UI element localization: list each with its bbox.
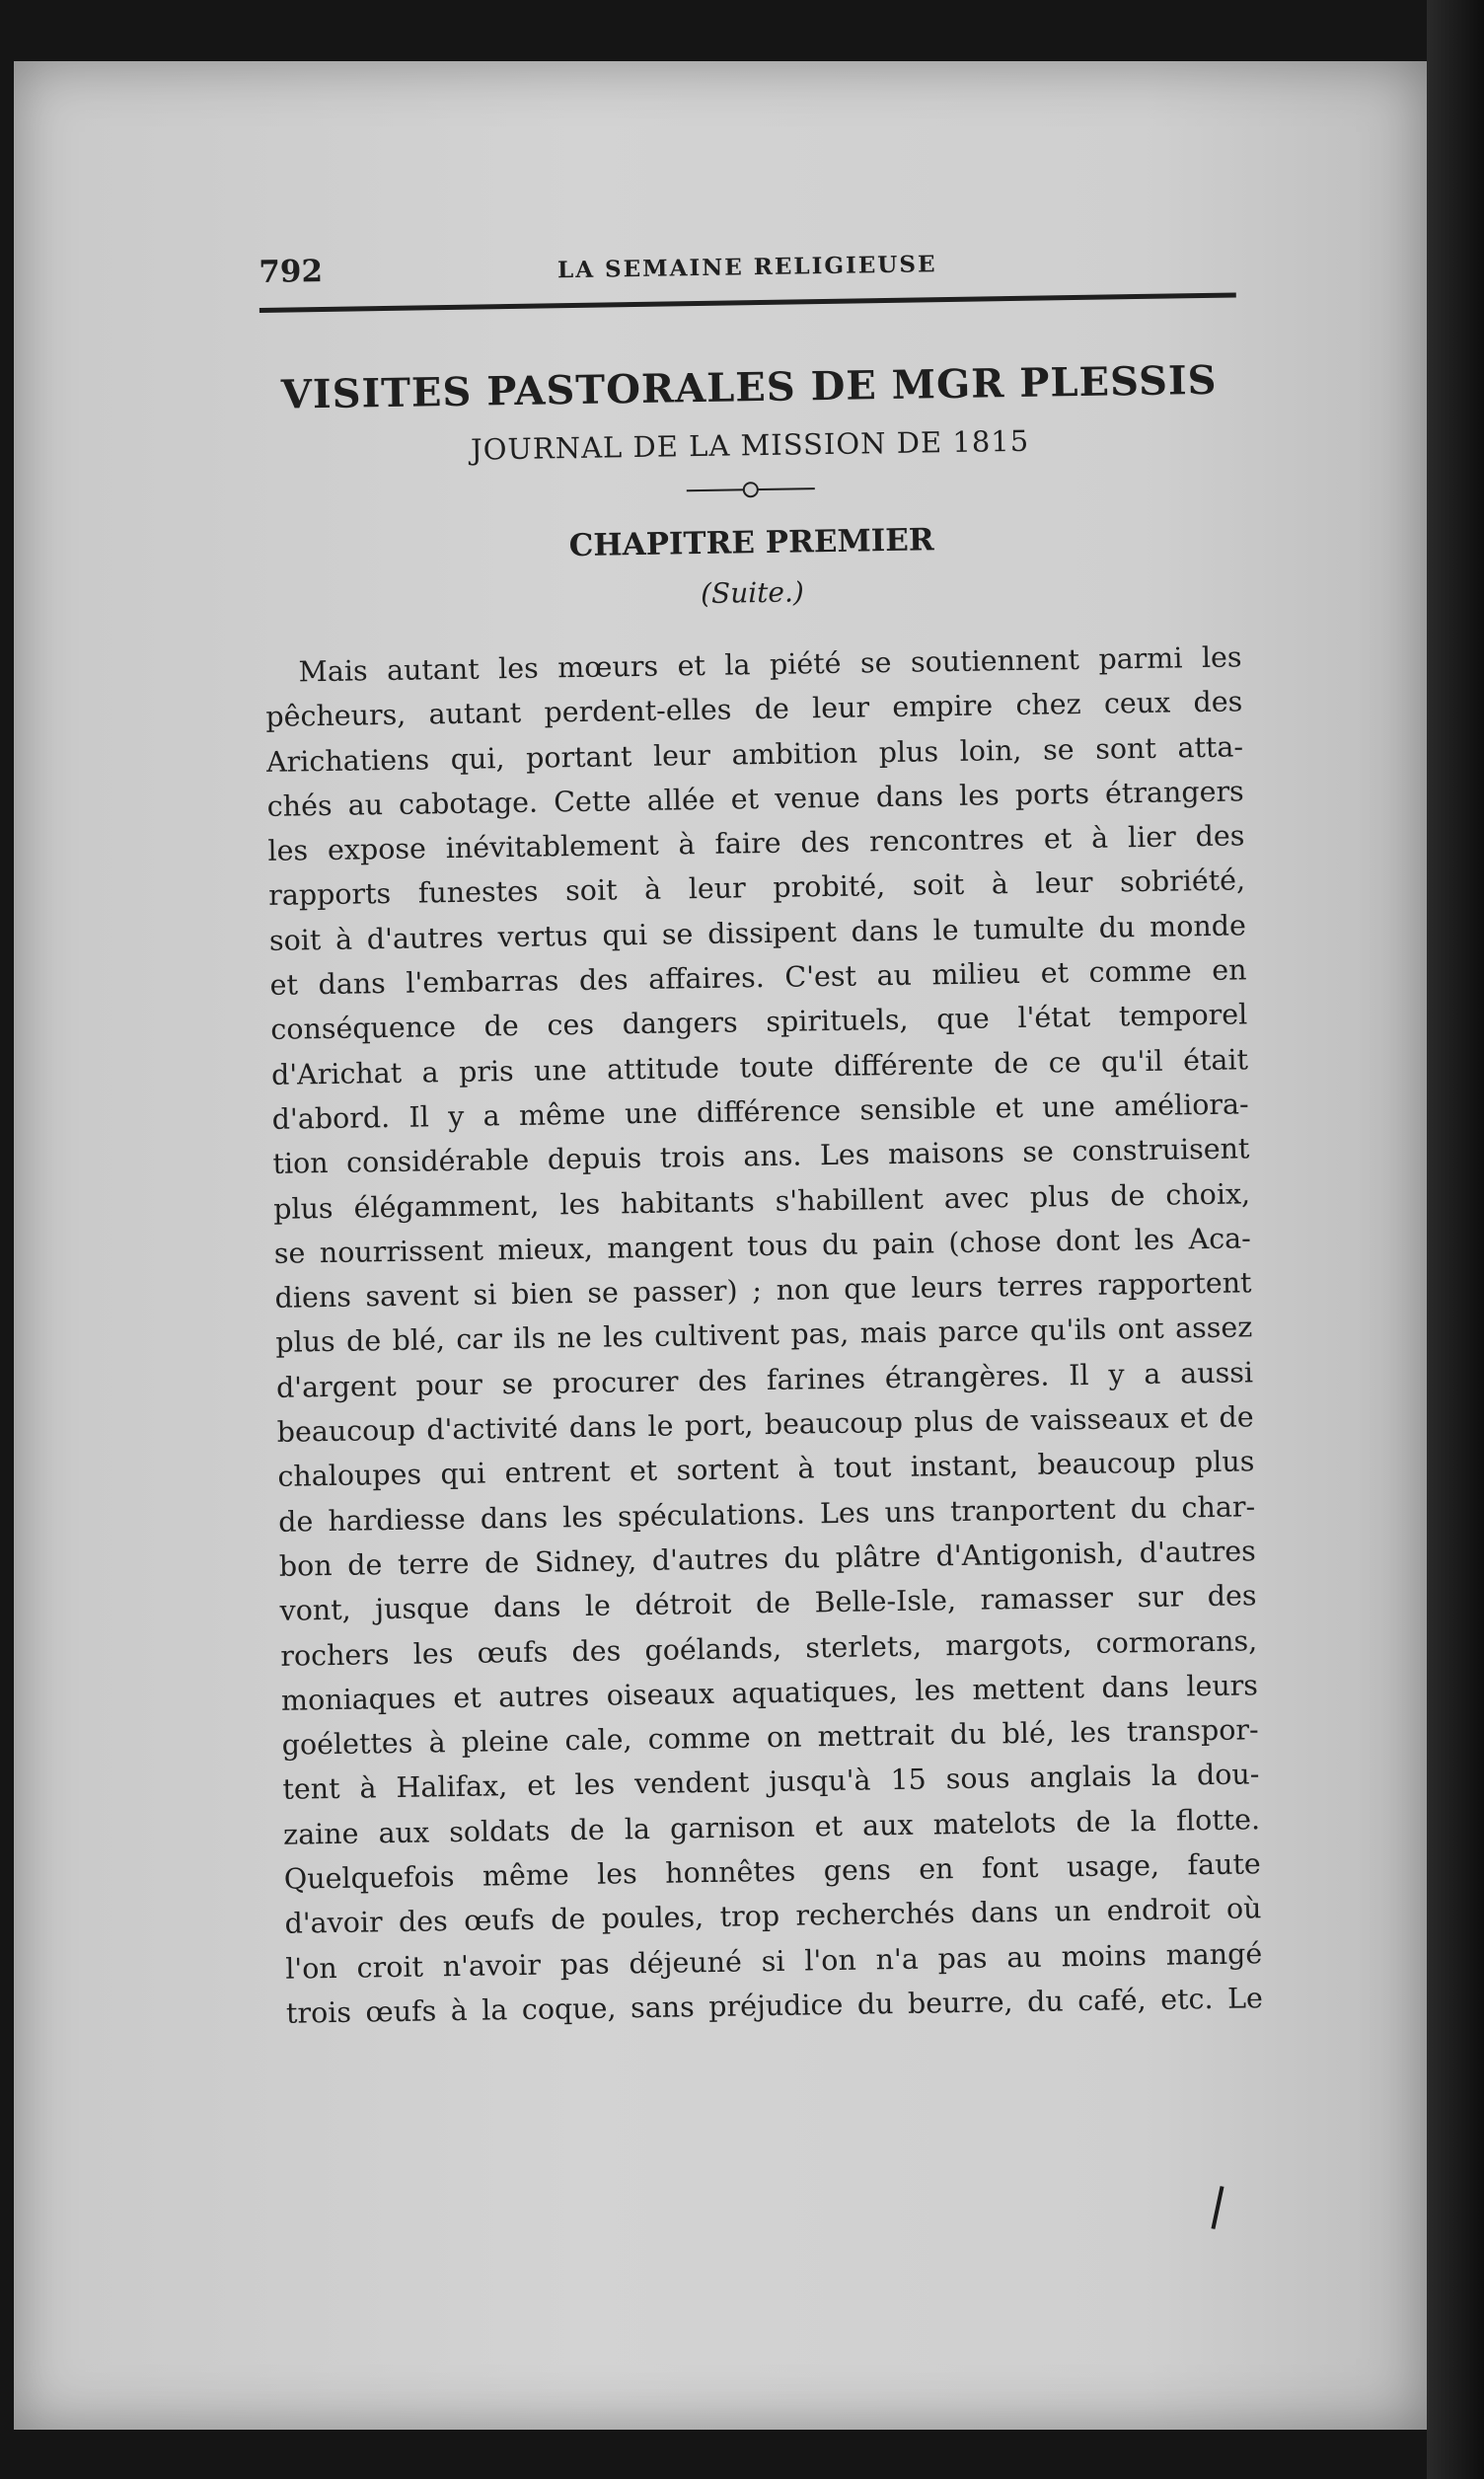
chapter-heading: CHAPITRE PREMIER bbox=[568, 522, 934, 564]
body-line: d'Arichat a pris une attitude toute différente de ce qu'il était bbox=[270, 1043, 1249, 1091]
body-line: vont, jusque dans le détroit de Belle-Isle, ramasser sur des bbox=[279, 1579, 1257, 1628]
body-line: plus de blé, car ils ne les cultivent pas, mais parce qu'ils ont assez bbox=[275, 1311, 1253, 1360]
body-line: chés au cabotage. Cette allée et venue dans les ports étrangers bbox=[266, 775, 1244, 823]
binding-gutter bbox=[1427, 0, 1484, 2479]
body-line: rochers les œufs des goélands, sterlets, margots, cormorans, bbox=[280, 1623, 1258, 1673]
body-line: bon de terre de Sidney, d'autres du plâtre d'Antigonish, d'autres bbox=[278, 1535, 1257, 1583]
body-line: Mais autant les mœurs et la piété se soutiennent parmi les bbox=[298, 640, 1242, 689]
body-line: les expose inévitablement à faire des rencontres et à lier des bbox=[267, 819, 1245, 868]
body-line: trois œufs à la coque, sans préjudice du beurre, du café, etc. Le bbox=[285, 1982, 1264, 2030]
body-line: chaloupes qui entrent et sortent à tout instant, beaucoup plus bbox=[277, 1445, 1255, 1494]
ornament-circle bbox=[743, 482, 759, 497]
body-line: diens savent si bien se passer) ; non que leurs terres rapportent bbox=[274, 1266, 1252, 1315]
article-subtitle: JOURNAL DE LA MISSION DE 1815 bbox=[470, 423, 1030, 467]
body-line: soit à d'autres vertus qui se dissipent dans le tumulte du monde bbox=[268, 909, 1247, 957]
body-line: Arichatiens qui, portant leur ambition plus loin, se sont atta- bbox=[265, 729, 1244, 779]
body-line: d'avoir des œufs de poules, trop recherchés dans un endroit où bbox=[284, 1892, 1262, 1941]
body-line: d'abord. Il y a même une différence sensible et une améliora- bbox=[271, 1088, 1249, 1136]
body-line: de hardiesse dans les spéculations. Les uns tranportent du char- bbox=[277, 1489, 1256, 1539]
body-line: rapports funestes soit à leur probité, soit à leur sobriété, bbox=[267, 864, 1246, 913]
journal-title: LA SEMAINE RELIGIEUSE bbox=[556, 251, 937, 284]
continued-note: (Suite.) bbox=[700, 575, 805, 611]
body-line: tent à Halifax, et les vendent jusqu'à 15 sous anglais la dou- bbox=[282, 1758, 1260, 1807]
body-line: et dans l'embarras des affaires. C'est au milieu et comme en bbox=[269, 953, 1247, 1002]
body-line: conséquence de ces dangers spirituels, que l'état temporel bbox=[270, 998, 1248, 1047]
body-line: beaucoup d'activité dans le port, beaucoup plus de vaisseaux et de bbox=[276, 1400, 1254, 1449]
body-line: pêcheurs, autant perdent-elles de leur empire chez ceux des bbox=[265, 685, 1243, 734]
body-line: plus élégamment, les habitants s'habillent avec plus de choix, bbox=[272, 1176, 1251, 1226]
body-line: zaine aux soldats de la garnison et aux matelots de la flotte. bbox=[282, 1802, 1261, 1851]
article-body bbox=[264, 635, 1263, 2036]
article-title: VISITES PASTORALES DE MGR PLESSIS bbox=[280, 356, 1218, 418]
body-line: Quelquefois même les honnêtes gens en font usage, faute bbox=[283, 1847, 1261, 1896]
body-line: moniaques et autres oiseaux aquatiques, les mettent dans leurs bbox=[280, 1669, 1259, 1717]
page-content bbox=[259, 239, 1263, 2036]
body-line: l'on croit n'avoir pas déjeuné si l'on n'a pas au moins mangé bbox=[285, 1936, 1263, 1986]
body-line: goélettes à pleine cale, comme on mettrait du blé, les transpor- bbox=[281, 1713, 1259, 1762]
body-line: tion considérable depuis trois ans. Les maisons se construisent bbox=[272, 1132, 1250, 1181]
body-line: se nourrissent mieux, mangent tous du pain (chose dont les Aca- bbox=[273, 1222, 1252, 1270]
body-line: d'argent pour se procurer des farines étrangères. Il y a aussi bbox=[275, 1356, 1254, 1404]
section-ornament bbox=[262, 468, 1239, 511]
page-number: 792 bbox=[259, 253, 324, 290]
